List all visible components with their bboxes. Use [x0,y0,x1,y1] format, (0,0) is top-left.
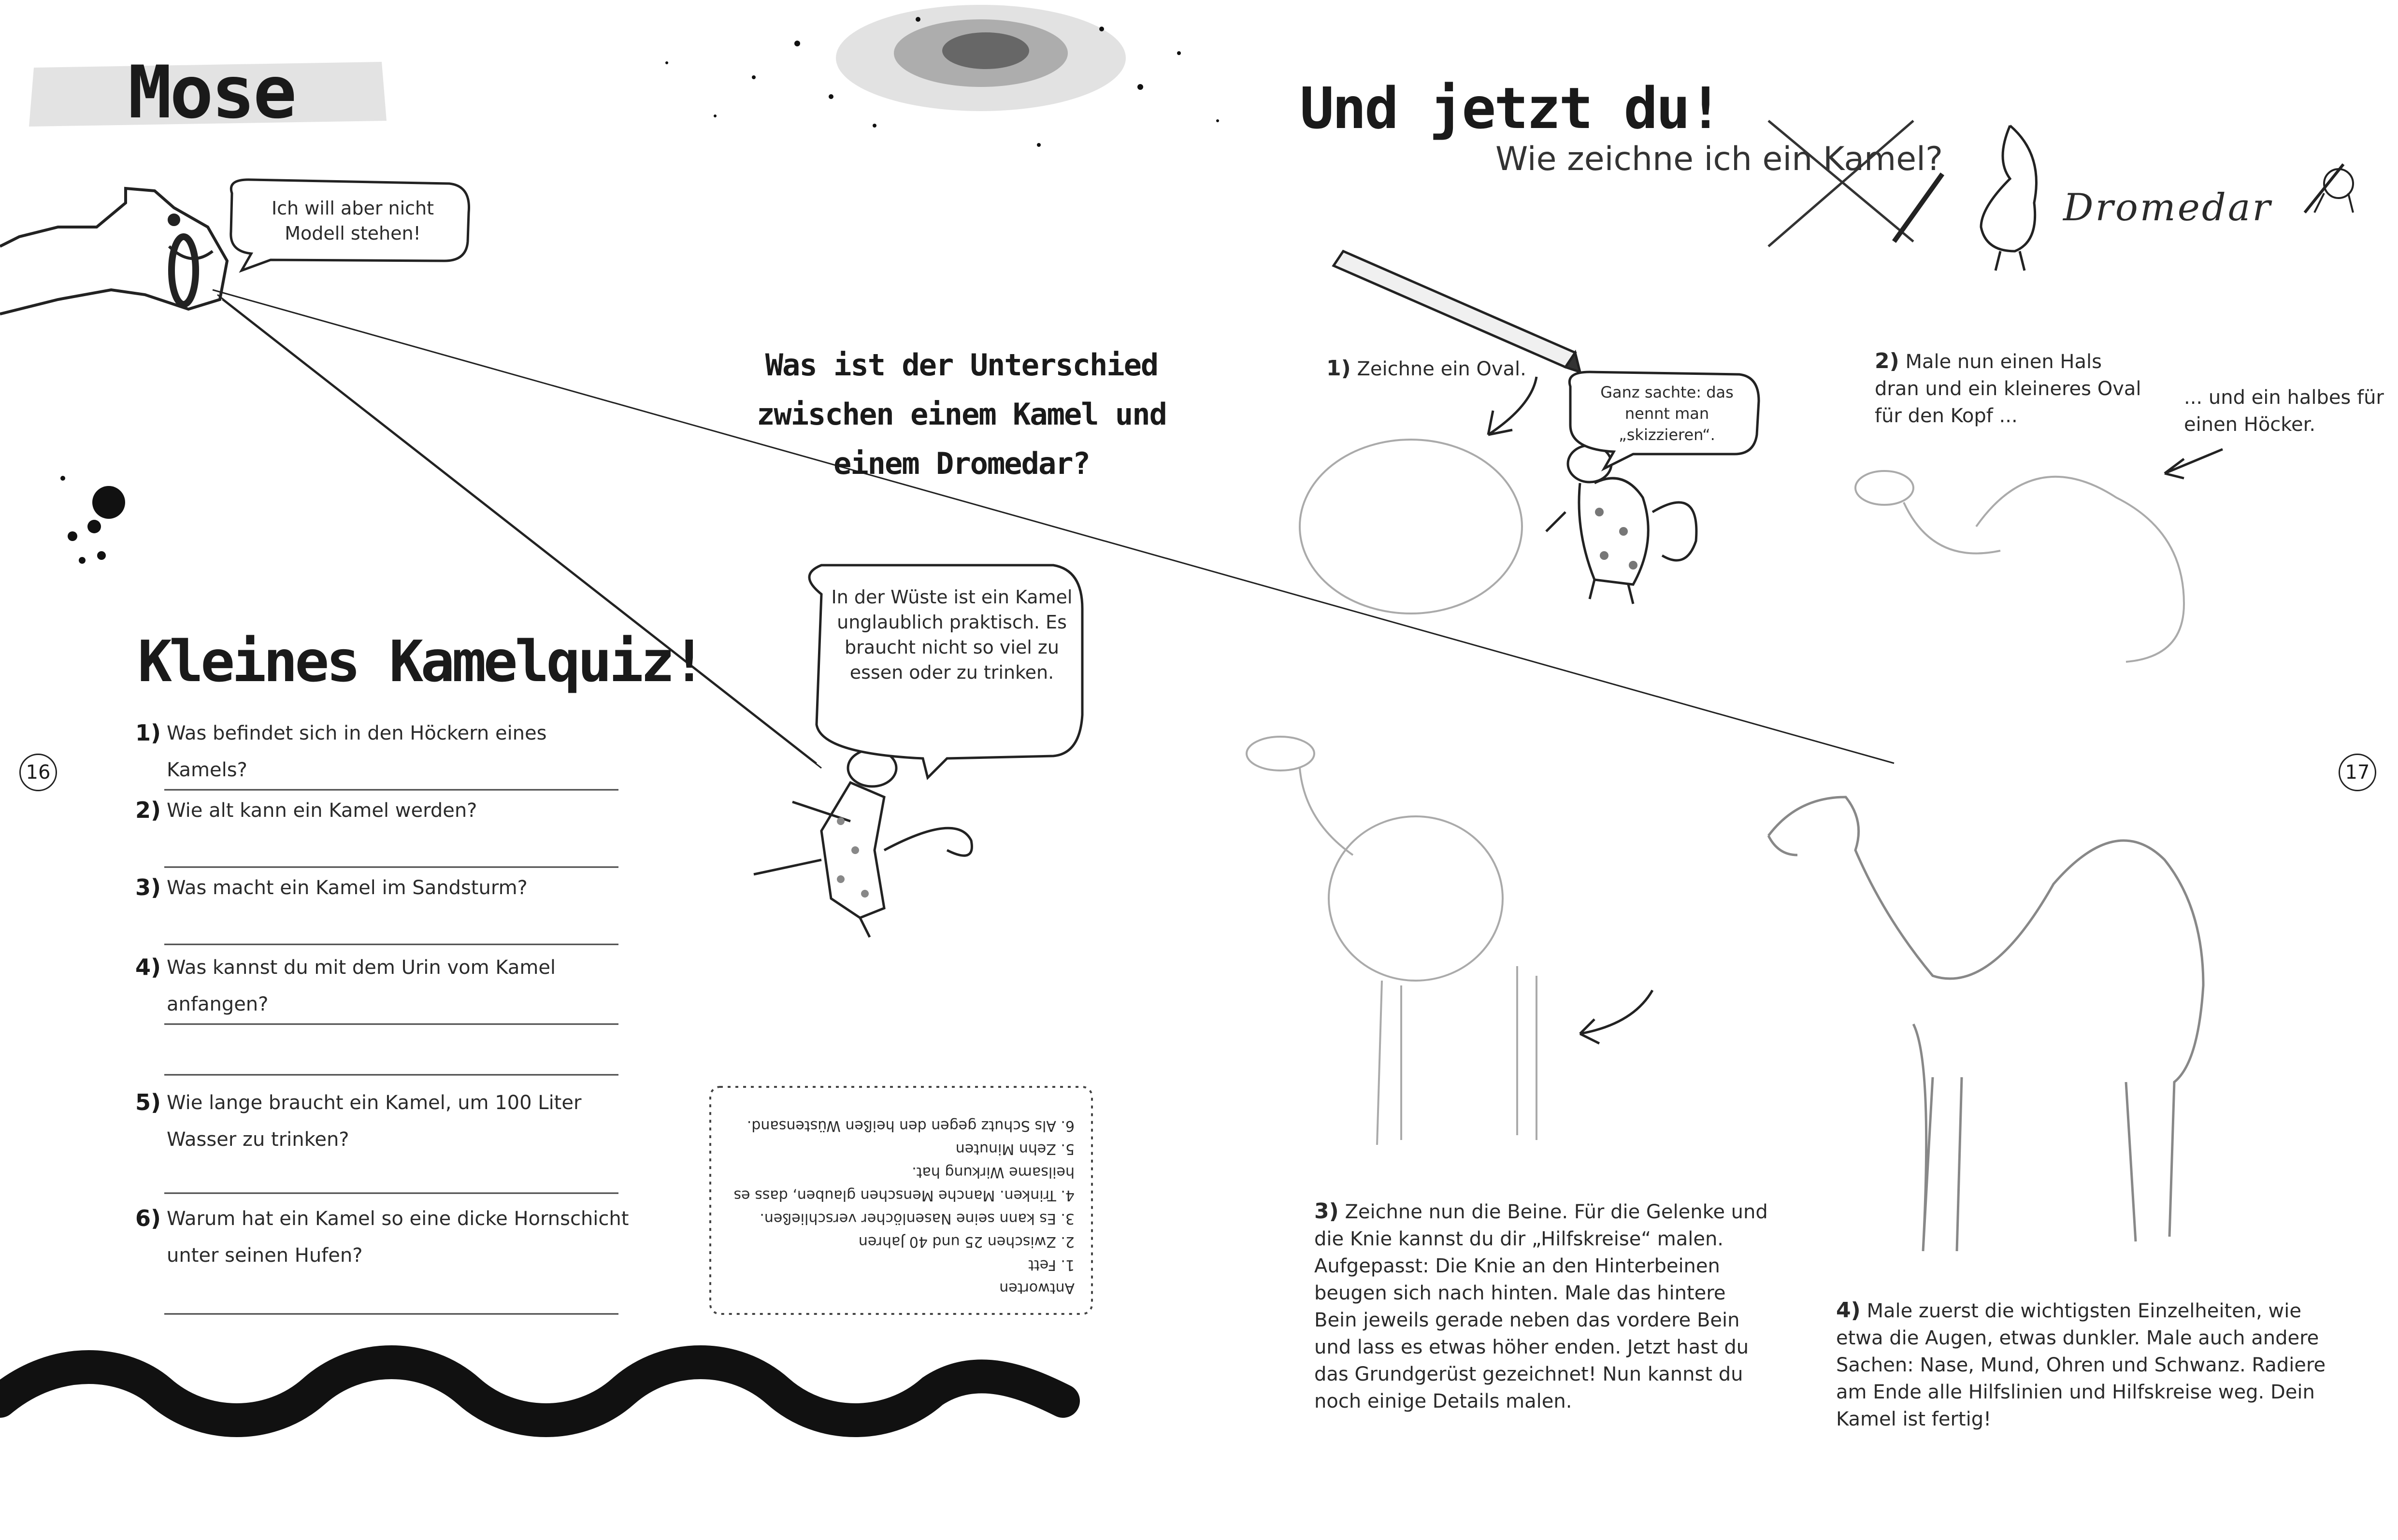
answer-item: 3. Es kann seine Nasenlöcher verschließen. [760,1210,1075,1227]
step1-number: 1) [1326,356,1351,381]
quiz-question: Warum hat ein Kamel so eine dicke Hornschicht unter seinen Hufen? [167,1208,629,1267]
step2-text: Male nun einen Hals dran und ein kleineres Oval für den Kopf ... [1875,351,2141,427]
camel-speech-text: Ich will aber nicht Modell stehen! [271,198,434,244]
quiz-number: 1) [135,720,161,746]
step2-extra-text: ... und ein halbes für einen Höcker. [2184,386,2384,436]
answer-item: 1. Fett [1028,1256,1075,1273]
leash [217,295,821,768]
answer-item: 4. Trinken. Manche Menschen glauben, dass es heilsame Wirkung hat. [733,1164,1075,1204]
quiz-title: Kleines Kamelquiz! [138,628,704,695]
chameleon-illustration [754,750,972,937]
arrow-step2 [2165,449,2223,478]
quiz-number: 3) [135,874,161,900]
quiz-question: Was macht ein Kamel im Sandsturm? [167,877,528,899]
sketch-step3 [1247,737,1536,1145]
quiz-question: Wie lange braucht ein Kamel, um 100 Liter Wasser zu trinken? [167,1092,582,1151]
step2-number: 2) [1875,349,1899,373]
quiz-question: Was befindet sich in den Höckern eines Kamels? [167,722,547,781]
arrow-step1 [1488,377,1536,435]
cross-mark [1768,121,1913,246]
page-number-right: 17 [2339,754,2376,791]
chameleon-speech-text: In der Wüste ist ein Kamel unglaublich praktisch. Es braucht nicht so viel zu essen oder zu trinken. [831,586,1073,683]
answer-item: 6. Als Schutz gegen den heißen Wüstensand. [747,1117,1075,1134]
step3-number: 3) [1314,1199,1339,1224]
dromedar-word: Dromedar [2063,186,2272,229]
page-title-mose: Mose [128,51,295,135]
subtitle-how-to-draw: Wie zeichne ich ein Kamel? [1495,140,1943,178]
page-title-und-jetzt-du: Und jetzt du! [1300,75,1721,142]
answer-heading: Antworten [999,1280,1075,1297]
brush-wave [0,1362,1063,1420]
page-number-left: 16 [19,754,57,791]
step3-text: Zeichne nun die Beine. Für die Gelenke und die Knie kannst du dir „Hilfskreise“ malen. Aufgepasst: Die Knie an den Hinterbeinen beugen sich nach hinten. Male das hintere Bein jeweils gerade neben das vordere Bein und lass es etwas höher enden. Jetzt hast du das Grundgerüst gezeichnet! Nun kannst du noch einige Details malen. [1314,1201,1768,1412]
sketch-oval [1300,440,1522,613]
arrow-step3 [1580,990,1652,1043]
step4-text: Male zuerst die wichtigsten Einzelheiten, wie etwa die Augen, etwas dunkler. Male auch andere Sachen: Nase, Mund, Ohren und Schwanz. Radiere am Ende alle Hilfslinien und Hilfskreise weg. Dein Kamel ist fertig! [1836,1300,2326,1430]
sketch-step2 [1855,471,2184,662]
answer-item: 5. Zehn Minuten [955,1141,1075,1157]
ink-splatter [665,5,1219,147]
quiz-question: Was kannst du mit dem Urin vom Kamel anfangen? [167,956,556,1015]
chameleon-right-illustration [1546,445,1696,604]
ink-blot [60,476,125,564]
center-question: Was ist der Unterschied zwischen einem Kamel und einem Dromedar? [757,347,1166,481]
quiz-question: Wie alt kann ein Kamel werden? [167,799,477,822]
sketch-step4-camel [1768,797,2203,1251]
quiz-number: 4) [135,954,161,980]
step1-text: Zeichne ein Oval. [1357,358,1526,380]
chameleon-right-speech-text: Ganz sachte: das nennt man „skizzieren“. [1600,383,1734,444]
answer-item: 2. Zwischen 25 und 40 Jahren [858,1233,1075,1250]
quiz-number: 6) [135,1205,161,1231]
quiz-number: 2) [135,797,161,823]
quiz-number: 5) [135,1089,161,1115]
step4-number: 4) [1836,1298,1861,1323]
answer-box [710,1087,1092,1314]
small-bird-illustration [2305,164,2353,213]
pencil-illustration [1334,251,1580,372]
